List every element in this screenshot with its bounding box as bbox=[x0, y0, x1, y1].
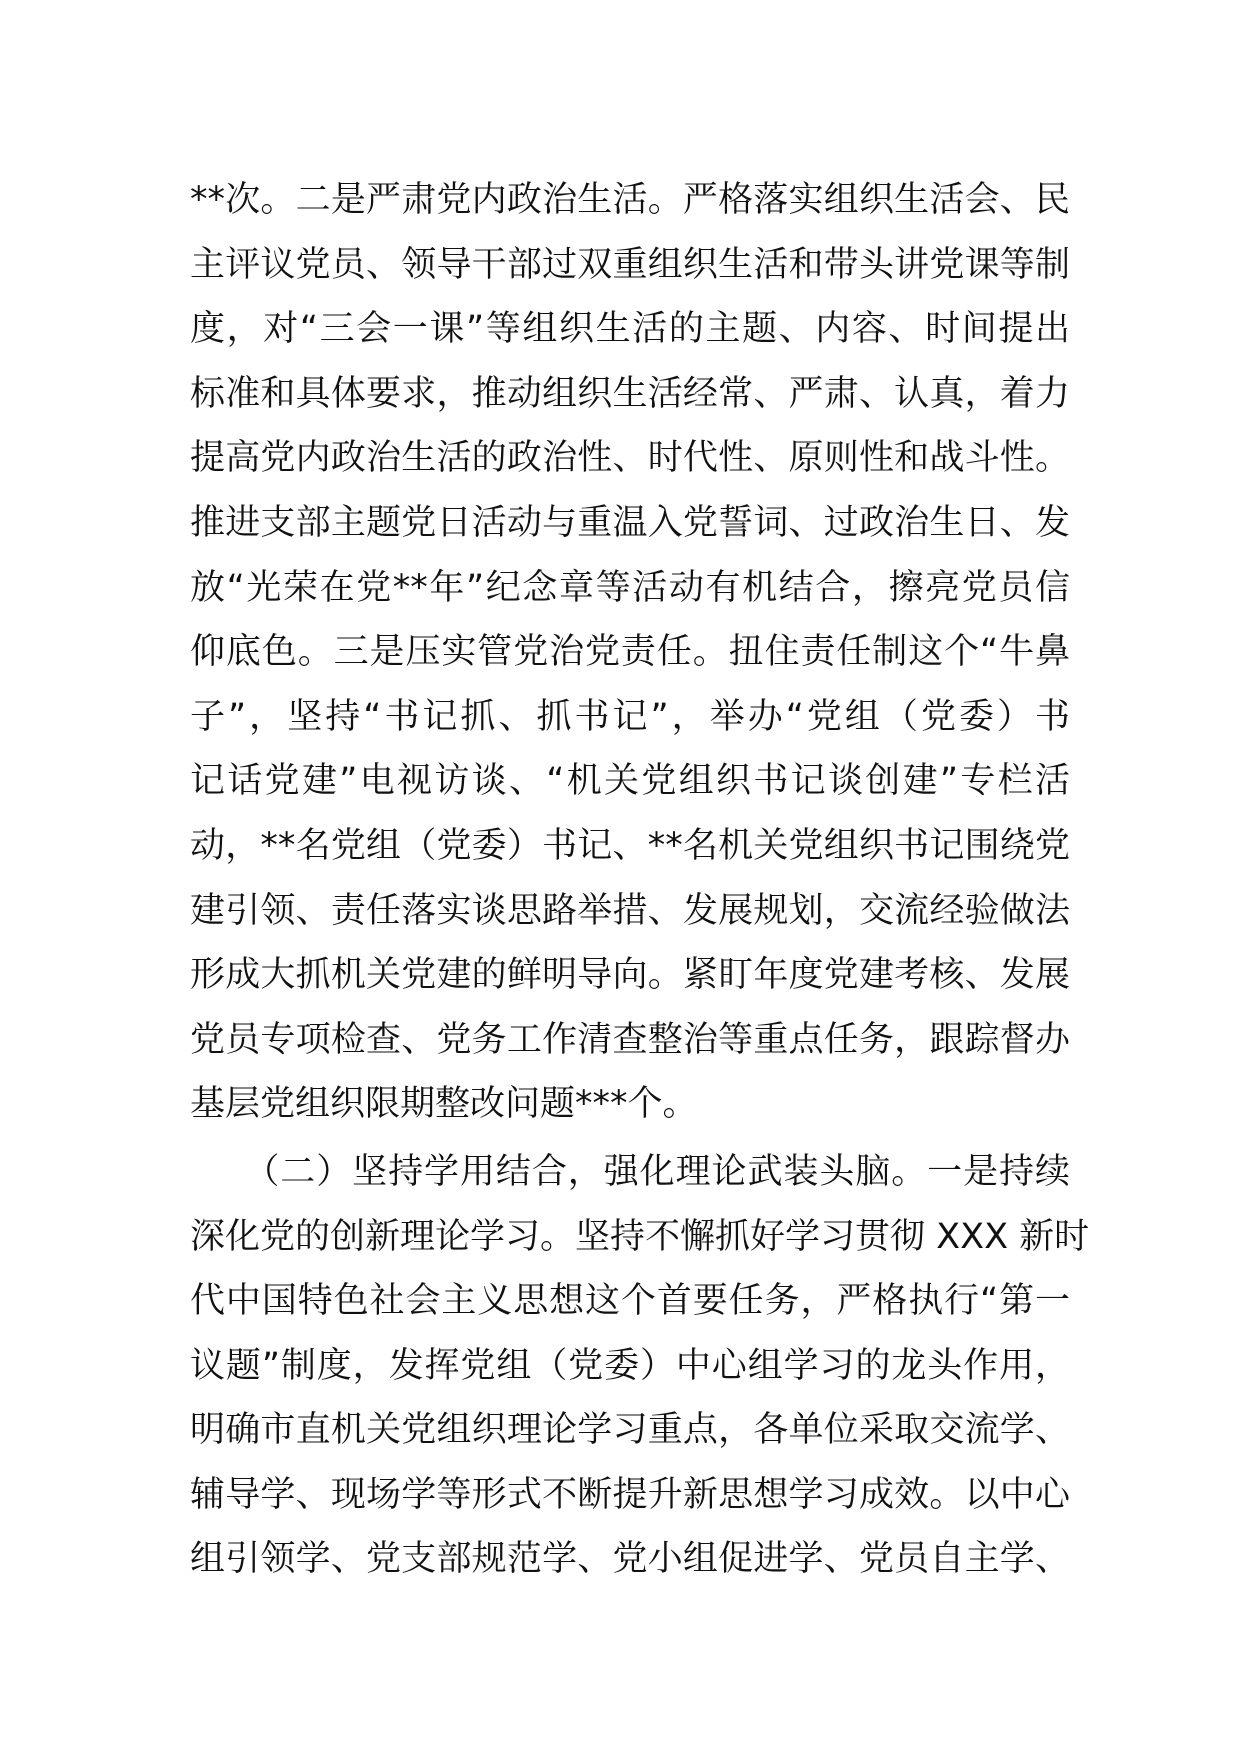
text-line: 度，对“三会一课”等组织生活的主题、内容、时间提出 bbox=[190, 309, 1070, 350]
text-line: 放“光荣在党**年”纪念章等活动有机结合，擦亮党员信 bbox=[190, 567, 1070, 608]
text-line: **次。二是严肃党内政治生活。严格落实组织生活会、民 bbox=[190, 180, 1070, 220]
text-line: 组引领学、党支部规范学、党小组促进学、党员自主学、 bbox=[190, 1539, 1070, 1580]
text-line: 标准和具体要求，推动组织生活经常、严肃、认真，着力 bbox=[190, 373, 1070, 414]
text-line: 党员专项检查、党务工作清查整治等重点任务，跟踪督办 bbox=[190, 1019, 1070, 1060]
text-line: 子”，坚持“书记抓、抓书记”，举办“党组（党委）书 bbox=[190, 696, 1070, 737]
text-line: 明确市直机关党组织理论学习重点，各单位采取交流学、 bbox=[190, 1410, 1070, 1451]
paragraph-end-line: 基层党组织限期整改问题***个。 bbox=[190, 1084, 698, 1125]
text-line: 议题”制度，发挥党组（党委）中心组学习的龙头作用， bbox=[190, 1345, 1070, 1386]
text-line: 仰底色。三是压实管党治党责任。扭住责任制这个“牛鼻 bbox=[190, 632, 1070, 673]
text-line: 深化党的创新理论学习。坚持不懈抓好学习贯彻 XXX 新时 bbox=[190, 1216, 1090, 1257]
text-line: 辅导学、现场学等形式不断提升新思想学习成效。以中心 bbox=[190, 1474, 1070, 1515]
text-line: 动，**名党组（党委）书记、**名机关党组织书记围绕党 bbox=[190, 825, 1070, 866]
text-line: 代中国特色社会主义思想这个首要任务，严格执行“第一 bbox=[190, 1281, 1070, 1322]
text-line: 提高党内政治生活的政治性、时代性、原则性和战斗性。 bbox=[190, 438, 1070, 479]
text-line: 推进支部主题党日活动与重温入党誓词、过政治生日、发 bbox=[190, 502, 1070, 543]
section-heading-line: （二）坚持学用结合，强化理论武装头脑。一是持续 bbox=[190, 1151, 1070, 1192]
text-line: 建引领、责任落实谈思路举措、发展规划，交流经验做法 bbox=[190, 890, 1070, 931]
text-line: 主评议党员、领导干部过双重组织生活和带头讲党课等制 bbox=[190, 244, 1070, 285]
text-line: 记话党建”电视访谈、“机关党组织书记谈创建”专栏活 bbox=[190, 761, 1070, 802]
body-text bbox=[190, 168, 1090, 1592]
text-line: 形成大抓机关党建的鲜明导向。紧盯年度党建考核、发展 bbox=[190, 955, 1070, 996]
